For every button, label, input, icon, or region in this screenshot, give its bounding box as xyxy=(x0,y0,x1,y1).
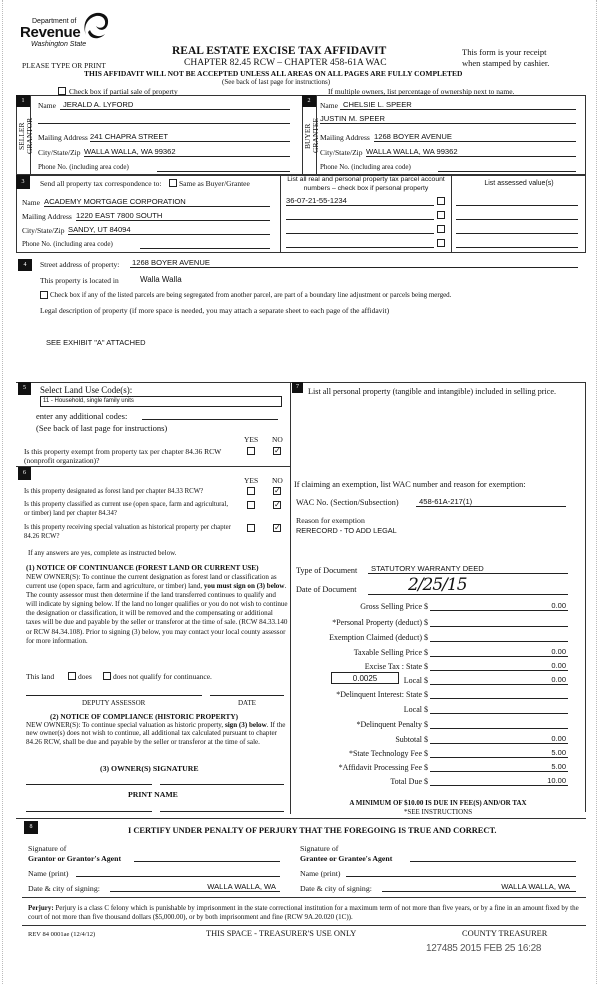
doc-date-handwritten: 2/25/15 xyxy=(408,575,467,595)
buyer-city-label: City/State/Zip xyxy=(320,148,363,157)
total-due-label: Total Due $ xyxy=(390,777,428,786)
excise-local-label: Local $ xyxy=(403,676,428,685)
personal-property-deduct-field[interactable] xyxy=(430,617,568,627)
local-rate-box[interactable]: 0.0025 xyxy=(331,672,399,684)
notice-compliance-text-b: . If the new owner(s) does not wish to continue, all additional tax calculated pursuant to chapter 84.26 RCW, shall be due and payable by the seller or transferor at the time of sale. xyxy=(26,721,286,746)
section-6-number: 6 xyxy=(18,467,31,480)
deputy-assessor-signature-line[interactable] xyxy=(26,688,202,696)
parcel-assessed-3[interactable] xyxy=(456,224,578,234)
delinquent-penalty-field[interactable] xyxy=(430,719,568,729)
parcel-assessed-4[interactable] xyxy=(456,238,578,248)
owner-signature-line-2[interactable] xyxy=(160,777,284,785)
parcel-assessed-2[interactable] xyxy=(456,210,578,220)
notice-continuance-text-a: NEW OWNER(S): To continue the current designation as forest land or classification as current use (open space, farm and agriculture, or timber) land, xyxy=(26,573,277,591)
grantor-sig-label-2: Grantor or Grantor's Agent xyxy=(28,854,122,863)
forest-land-yes-checkbox[interactable] xyxy=(247,487,255,495)
additional-codes-label: enter any additional codes: xyxy=(36,411,128,421)
certify-statement: I CERTIFY UNDER PENALTY OF PERJURY THAT THE FOREGOING IS TRUE AND CORRECT. xyxy=(128,826,497,835)
current-use-no-checkbox[interactable] xyxy=(273,501,281,509)
exempt-question: Is this property exempt from property tax per chapter 84.36 RCW (nonprofit organization)? xyxy=(24,447,222,465)
seller-city-label: City/State/Zip xyxy=(38,148,81,157)
does-not-label: does not qualify for continuance. xyxy=(113,672,212,681)
buyer-label: BUYER xyxy=(303,123,312,149)
state-technology-fee-label: *State Technology Fee $ xyxy=(348,749,428,758)
sections-5-7-divider xyxy=(290,382,291,814)
grantee-date-city-label: Date & city of signing: xyxy=(300,884,372,893)
current-use-question: Is this property classified as current use (open space, farm and agricultural, or timber) land per chapter 84.34? xyxy=(24,501,229,517)
delinquent-interest-state-field[interactable] xyxy=(430,689,568,699)
seller-name-field[interactable]: JERALD A. LYFORD xyxy=(60,100,290,110)
grantor-date-city-label: Date & city of signing: xyxy=(28,884,100,893)
this-land-label: This land xyxy=(26,672,55,681)
notice-compliance-text-a: NEW OWNER(S): To continue special valuation as historic property, xyxy=(26,721,225,729)
legal-description-label: Legal description of property (if more space is needed, you may attach a separate sheet to each page of the affidavit) xyxy=(40,306,390,315)
corr-name-field[interactable]: ACADEMY MORTGAGE CORPORATION xyxy=(44,197,270,207)
see-back-note: (See back of last page for instructions) xyxy=(222,78,331,86)
corr-name-label: Name xyxy=(22,198,40,207)
seller-mailing-label: Mailing Address xyxy=(38,133,88,142)
dor-swirl-logo-icon xyxy=(80,10,110,44)
reason-value[interactable]: RERECORD - TO ADD LEGAL xyxy=(296,526,397,535)
corr-city-field[interactable]: SANDY, UT 84094 xyxy=(68,225,270,235)
taxable-selling-price-label: Taxable Selling Price $ xyxy=(353,648,428,657)
seller-city-field[interactable]: WALLA WALLA, WA 99362 xyxy=(84,147,290,157)
additional-codes-field[interactable] xyxy=(142,410,278,420)
notice-continuance-text-b: . The county assessor must then determine if the land transferred continues to qualify and will indicate by signing below. If the land no longer qualifies or you do not wish to continue the designation or classification, it will be removed and the compensating or additional taxes will be due and payable by the seller or transferor at the time of sale. (RCW 84.33.140 or RCW 84.34.108). Prior to signing (3) below, you may contact your local county assessor for more information. xyxy=(26,582,288,645)
grantor-name-print-label: Name (print) xyxy=(28,869,69,878)
grantor-signature-line[interactable] xyxy=(134,853,280,862)
print-name-line-2[interactable] xyxy=(160,804,284,812)
footer-divider xyxy=(22,925,586,926)
parcel-number-4[interactable] xyxy=(286,238,434,248)
minimum-due-note: A MINIMUM OF $10.00 IS DUE IN FEE(S) AND/OR TAX xyxy=(349,799,527,807)
logo-line3: Washington State xyxy=(31,41,87,48)
current-use-yes-checkbox[interactable] xyxy=(247,501,255,509)
sec6-yes-header: YES xyxy=(244,476,259,485)
delinquent-interest-local-field[interactable] xyxy=(430,704,568,714)
street-address-field[interactable]: 1268 BOYER AVENUE xyxy=(130,258,578,268)
buyer-city-field[interactable]: WALLA WALLA, WA 99362 xyxy=(366,147,576,157)
treasurer-stamp: 127485 2015 FEB 25 16:28 xyxy=(426,943,542,954)
seller-grantor-label xyxy=(17,116,34,156)
buyer-grantee-label xyxy=(303,116,320,156)
send-to-label: Send all property tax correspondence to: xyxy=(40,179,162,188)
parcel-personal-checkbox-4[interactable] xyxy=(437,239,445,247)
seller-name-row xyxy=(38,101,56,110)
if-yes-note: If any answers are yes, complete as instructed below. xyxy=(28,549,177,557)
grantor-date-city-field[interactable]: WALLA WALLA, WA xyxy=(110,882,280,892)
grantee-date-city-field[interactable]: WALLA WALLA, WA xyxy=(382,882,576,892)
parcel-personal-checkbox-1[interactable] xyxy=(437,197,445,205)
sec6-no-header: NO xyxy=(272,476,283,485)
doc-type-field[interactable]: STATUTORY WARRANTY DEED xyxy=(368,564,568,574)
notice-compliance-text xyxy=(26,721,288,746)
perjury-notice-text: Perjury is a class C felony which is punishable by imprisonment in the state correctional institution for a maximum term of not more than five years, or by a fine in an amount fixed by the court of not more than five thousand dollars ($5,000.00), or by both imprisonment and fine (RCW 9A.20.020 (1C)). xyxy=(28,904,579,921)
owner-signature-line-1[interactable] xyxy=(26,777,152,785)
county-treasurer-label: COUNTY TREASURER xyxy=(462,929,548,938)
grantor-sig-label-1: Signature of xyxy=(28,844,67,853)
subtotal-field[interactable]: 0.00 xyxy=(430,734,568,744)
parcel-number-2[interactable] xyxy=(286,210,434,220)
receipt-note-1: This form is your receipt xyxy=(462,47,547,57)
buyer-name-field[interactable]: CHELSIE L. SPEER xyxy=(340,100,576,110)
segregated-label: Check box if any of the listed parcels are being segregated from another parcel, are part of a boundary line adjustment or parcels being merged. xyxy=(50,291,452,299)
taxable-selling-price-field[interactable]: 0.00 xyxy=(430,647,568,657)
dor-logo xyxy=(20,10,105,50)
exempt-yes-checkbox[interactable] xyxy=(247,447,255,455)
sec5-no-header: NO xyxy=(272,435,283,444)
delinquent-interest-local-label: Local $ xyxy=(403,705,428,714)
historic-no-checkbox[interactable] xyxy=(273,524,281,532)
parcel-assessed-1[interactable] xyxy=(456,196,578,206)
grantee-signature-line[interactable] xyxy=(410,853,576,862)
grantee-name-print-field[interactable] xyxy=(346,868,576,877)
form-revision: REV 84 0001ae (12/4/12) xyxy=(28,931,96,938)
seller-label: SELLER xyxy=(17,122,26,150)
form-title: REAL ESTATE EXCISE TAX AFFIDAVIT xyxy=(172,45,387,57)
excise-state-label: Excise Tax : State $ xyxy=(364,662,428,671)
perjury-notice xyxy=(28,904,584,922)
notice-compliance-title: (2) NOTICE OF COMPLIANCE (HISTORIC PROPERTY) xyxy=(50,712,239,721)
notice-continuance-text xyxy=(26,573,288,646)
gross-selling-price-field[interactable]: 0.00 xyxy=(430,601,568,611)
wac-field[interactable]: 458-61A-217(1) xyxy=(416,497,566,507)
doc-date-label: Date of Document xyxy=(296,585,357,594)
does-qualify-checkbox[interactable] xyxy=(68,672,76,680)
buyer-name-label: Name xyxy=(320,101,338,110)
form-subtitle: CHAPTER 82.45 RCW – CHAPTER 458-61A WAC xyxy=(184,58,387,68)
perjury-notice-bold: Perjury: xyxy=(28,904,54,912)
corr-mailing-label: Mailing Address xyxy=(22,212,72,221)
exempt-no-checkbox[interactable] xyxy=(273,447,281,455)
receipt-note-2: when stamped by cashier. xyxy=(462,58,550,68)
doc-date-field[interactable] xyxy=(368,575,568,595)
scan-edge-left xyxy=(2,0,3,984)
exemption-label: If claiming an exemption, list WAC number and reason for exemption: xyxy=(294,480,526,489)
land-use-label: Select Land Use Code(s): xyxy=(40,385,133,395)
same-as-buyer-checkbox[interactable] xyxy=(169,179,177,187)
buyer-mailing-field[interactable]: 1268 BOYER AVENUE xyxy=(374,132,576,142)
exemption-claimed-label: Exemption Claimed (deduct) $ xyxy=(329,633,428,642)
corr-city-label: City/State/Zip xyxy=(22,226,65,235)
seller-name-label: Name xyxy=(38,101,56,110)
historic-question: Is this property receiving special valuation as historical property per chapter 84.26 RCW? xyxy=(24,524,231,540)
parcels-header: List all real and personal property tax parcel account numbers – check box if personal property xyxy=(287,176,445,192)
partial-sale-label: Check box if partial sale of property xyxy=(69,87,178,96)
reason-label: Reason for exemption xyxy=(296,516,365,525)
buyer-phone-field[interactable] xyxy=(438,162,576,172)
assessor-date-line[interactable] xyxy=(210,688,284,696)
sec5-yes-header: YES xyxy=(244,435,259,444)
located-in-value: Walla Walla xyxy=(140,275,182,284)
grantor-name-print-field[interactable] xyxy=(76,868,280,877)
section-1-number: 1 xyxy=(16,95,30,107)
print-name-label: PRINT NAME xyxy=(128,790,178,799)
does-not-qualify-checkbox[interactable] xyxy=(103,672,111,680)
buyer-mailing-label: Mailing Address xyxy=(320,133,370,142)
seller-mailing-field[interactable]: 241 CHAPRA STREET xyxy=(90,132,290,142)
street-address-label: Street address of property: xyxy=(40,260,120,269)
excise-local-field[interactable]: 0.00 xyxy=(430,675,568,685)
grantee-sig-label-1: Signature of xyxy=(300,844,339,853)
gross-selling-price-label: Gross Selling Price $ xyxy=(360,602,428,611)
section-7-number: 7 xyxy=(292,382,303,393)
legal-description-value[interactable]: SEE EXHIBIT "A" ATTACHED xyxy=(46,338,146,347)
notice-continuance-title: (1) NOTICE OF CONTINUANCE (FOREST LAND OR CURRENT USE) xyxy=(26,563,259,572)
section-3-divider-1 xyxy=(280,175,281,253)
treasurer-use-only: THIS SPACE - TREASURER'S USE ONLY xyxy=(206,929,357,938)
see-back-instructions: (See back of last page for instructions) xyxy=(36,423,168,433)
parcel-personal-checkbox-3[interactable] xyxy=(437,225,445,233)
notice-compliance-text-bold: sign (3) below xyxy=(224,721,267,729)
scan-edge-right xyxy=(596,0,597,984)
section-8-number: 8 xyxy=(24,821,38,834)
does-label: does xyxy=(78,672,92,681)
segregated-checkbox[interactable] xyxy=(40,291,48,299)
affidavit-processing-fee-label: *Affidavit Processing Fee $ xyxy=(338,763,428,772)
wac-label: WAC No. (Section/Subsection) xyxy=(296,498,399,507)
affidavit-processing-fee-field[interactable]: 5.00 xyxy=(430,762,568,772)
multiple-owners-note: If multiple owners, list percentage of ownership next to name. xyxy=(328,87,515,96)
parcel-personal-checkbox-2[interactable] xyxy=(437,211,445,219)
doc-type-label: Type of Document xyxy=(296,566,358,575)
section-8-bottom-border xyxy=(22,897,586,898)
owner-signature-label: (3) OWNER(S) SIGNATURE xyxy=(100,764,199,773)
state-technology-fee-field[interactable]: 5.00 xyxy=(430,748,568,758)
grantee-label: GRANTEE xyxy=(311,118,320,154)
total-due-field[interactable]: 10.00 xyxy=(430,776,568,786)
seller-phone-label: Phone No. (including area code) xyxy=(38,163,129,171)
personal-property-label: List all personal property (tangible and intangible) included in selling price. xyxy=(308,387,557,396)
corr-phone-label: Phone No. (including area code) xyxy=(22,240,113,248)
please-type-or-print: PLEASE TYPE OR PRINT xyxy=(22,61,106,70)
seller-name2-field[interactable] xyxy=(38,114,290,124)
assessed-header: List assessed value(s) xyxy=(484,180,554,187)
deputy-assessor-label: DEPUTY ASSESSOR xyxy=(82,699,146,707)
personal-property-deduct-label: *Personal Property (deduct) $ xyxy=(332,618,428,627)
forest-land-question: Is this property designated as forest land per chapter 84.33 RCW? xyxy=(24,488,204,495)
grantee-name-print-label: Name (print) xyxy=(300,869,341,878)
subtotal-label: Subtotal $ xyxy=(395,735,428,744)
buyer-phone-label: Phone No. (including area code) xyxy=(320,163,411,171)
logo-line1: Department of xyxy=(32,18,77,25)
delinquent-interest-state-label: *Delinquent Interest: State $ xyxy=(336,690,428,699)
logo-line2: Revenue xyxy=(20,24,81,41)
excise-state-field[interactable]: 0.00 xyxy=(430,661,568,671)
print-name-line-1[interactable] xyxy=(26,804,152,812)
corr-mailing-field[interactable]: 1220 EAST 7800 SOUTH xyxy=(76,211,270,221)
section-2-number: 2 xyxy=(302,95,316,107)
buyer-name2-field[interactable]: JUSTIN M. SPEER xyxy=(320,114,576,124)
partial-sale-checkbox[interactable] xyxy=(58,87,66,95)
section-8-top-border xyxy=(16,818,586,819)
parcel-number-1[interactable]: 36-07-21-55-1234 xyxy=(286,196,434,206)
delinquent-penalty-label: *Delinquent Penalty $ xyxy=(356,720,428,729)
section-4-number: 4 xyxy=(18,259,32,271)
corr-phone-field[interactable] xyxy=(140,239,270,249)
parcel-number-3[interactable] xyxy=(286,224,434,234)
notice-continuance-text-bold: you must sign on (3) below xyxy=(203,582,285,591)
seller-phone-field[interactable] xyxy=(157,162,290,172)
grantee-sig-label-2: Grantee or Grantee's Agent xyxy=(300,854,393,863)
grantor-label: GRANTOR xyxy=(25,117,34,155)
assessor-date-label: DATE xyxy=(238,699,256,707)
warning-text: THIS AFFIDAVIT WILL NOT BE ACCEPTED UNLESS ALL AREAS ON ALL PAGES ARE FULLY COMPLETED xyxy=(84,69,463,78)
exemption-claimed-field[interactable] xyxy=(430,632,568,642)
located-in-label: This property is located in xyxy=(40,276,119,285)
see-instructions-note: *SEE INSTRUCTIONS xyxy=(403,808,473,816)
same-as-buyer-label: Same as Buyer/Grantee xyxy=(179,179,250,188)
section-3-number: 3 xyxy=(16,175,30,189)
section-5-number: 5 xyxy=(18,382,31,395)
land-use-select[interactable]: 11 - Household, single family units xyxy=(40,396,282,407)
historic-yes-checkbox[interactable] xyxy=(247,524,255,532)
forest-land-no-checkbox[interactable] xyxy=(273,487,281,495)
section-5-6-divider xyxy=(16,466,290,467)
